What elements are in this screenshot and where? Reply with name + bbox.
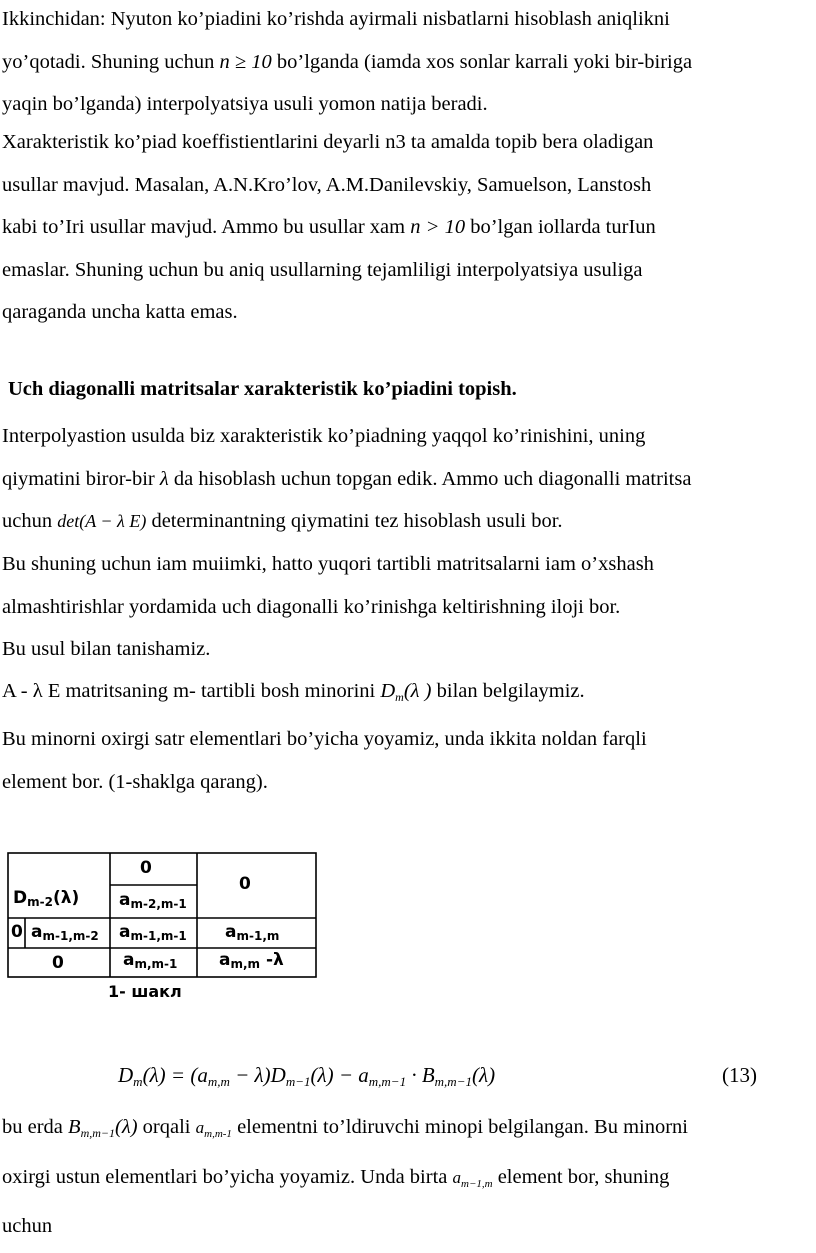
text-line: Bu usul bilan tanishamiz. bbox=[2, 638, 211, 660]
cell-a-m1-m: $a_{m-1,m}$ bbox=[225, 922, 280, 943]
text-line: elementni to’ldiruvchi minopi belgilangan. Bu minorni bbox=[231, 1116, 688, 1138]
cell-a-m1-m1: $a_{m-1,m-1}$ bbox=[119, 922, 187, 943]
text-line: Ikkinchidan: Nyuton ko’piadini ko’rishda ayirmali nisbatlarni hisoblash aniqlikni bbox=[2, 8, 670, 30]
zero-top: 0 bbox=[140, 858, 152, 878]
equation-13: $D_m(\lambda) = (a_{m,m} - \lambda)D_{m-1}(\lambda) - a_{m,m-1} \cdot B_{m,m-1}(\lambda)$ bbox=[118, 1063, 496, 1089]
inline-math-a: $a_{m-1,m}$ bbox=[452, 1167, 493, 1190]
text-line: oxirgi ustun elementlari bo’yicha yoyamiz. Unda birta bbox=[2, 1165, 453, 1188]
zero-right: 0 bbox=[239, 874, 251, 894]
text-line: uchun bbox=[2, 1215, 53, 1237]
cell-a-m-m: $a_{m,m}$ -λ bbox=[219, 950, 284, 971]
paragraph-minor-definition bbox=[2, 680, 585, 705]
inline-math-b: $B_{m,m-1}(\lambda)$ bbox=[68, 1116, 138, 1140]
text-line: da hisoblash uchun topgan edik. Ammo uch diagonalli matritsa bbox=[168, 467, 692, 490]
section-heading: Uch diagonalli matritsalar xarakteristik ko’piadini topish. bbox=[8, 378, 517, 400]
text-line: bo’lgan iollarda turIun bbox=[465, 216, 656, 238]
zero-left: 0 bbox=[11, 922, 23, 942]
inline-math-lambda: λ bbox=[159, 467, 169, 490]
paragraph-interpolation bbox=[2, 415, 814, 543]
inline-math: A - λ E bbox=[2, 680, 61, 702]
text-line: qaraganda uncha katta emas. bbox=[2, 301, 238, 323]
inline-math: (λ ) bbox=[403, 680, 432, 702]
text-line: usullar mavjud. Masalan, A.N.Kro’lov, A.M.Danilevskiy, Samuelson, Lanstosh bbox=[2, 173, 652, 196]
text-line: element bor, shuning bbox=[492, 1165, 670, 1188]
text-line: orqali bbox=[137, 1116, 196, 1138]
paragraph-transformations bbox=[2, 543, 814, 671]
inline-math: n > 10 bbox=[410, 216, 466, 238]
text-line: bu erda bbox=[2, 1116, 69, 1138]
figure-caption: 1- шакл bbox=[108, 982, 182, 1001]
text-line: determinantning qiymatini tez hisoblash usuli bor. bbox=[146, 510, 563, 532]
text-line: matritsaning m- tartibli bosh minorini bbox=[60, 680, 381, 702]
paragraph-methods bbox=[2, 121, 814, 334]
zero-bottom: 0 bbox=[52, 953, 64, 973]
text-line: kabi to’Iri usullar mavjud. Ammo bu usullar xam bbox=[2, 216, 411, 238]
text-line: Bu minorni oxirgi satr elementlari bo’yicha yoyamiz, unda ikkita noldan farqli bbox=[2, 728, 647, 750]
inline-math-a: $a_{m,m-1}$ bbox=[195, 1118, 232, 1140]
text-line: bo’lganda (iamda xos sonlar karrali yoki bir-biriga bbox=[271, 50, 693, 73]
text-line: Xarakteristik ko’piad koeffistientlarini deyarli n3 ta amalda topib bera oladigan bbox=[2, 131, 654, 153]
paragraph-expansion bbox=[2, 718, 814, 803]
subscript: m bbox=[395, 690, 404, 704]
paragraph-complementary-minor bbox=[2, 1106, 814, 1248]
inline-math-det: det(A − λ E) bbox=[57, 511, 147, 531]
inline-math: n ≥ 10 bbox=[219, 50, 272, 73]
text-line: almashtirishlar yordamida uch diagonalli ko’rinishga keltirishning iloji bor. bbox=[2, 595, 621, 618]
text-line: Interpolyastion usulda biz xarakteristik ko’piadning yaqqol ko’rinishini, uning bbox=[2, 425, 646, 447]
minor-label: $D_{m-2}(\lambda)$ bbox=[13, 888, 80, 909]
text-line: Bu shuning uchun iam muiimki, hatto yuqori tartibli matritsalarni iam o’xshash bbox=[2, 553, 654, 575]
cell-a-m2-m1: $a_{m-2,m-1}$ bbox=[119, 890, 187, 911]
text-line: yo’qotadi. Shuning uchun bbox=[2, 50, 220, 73]
inline-math-d: D bbox=[380, 680, 396, 702]
text-line: yaqin bo’lganda) interpolyatsiya usuli yomon natija beradi. bbox=[2, 93, 488, 115]
equation-number: (13) bbox=[722, 1063, 757, 1087]
matrix-figure bbox=[7, 852, 317, 978]
text-line: emaslar. Shuning uchun bu aniq usullarning tejamliligi interpolyatsiya usuliga bbox=[2, 258, 643, 281]
cell-a-m-m1: $a_{m,m-1}$ bbox=[123, 950, 178, 971]
text-line: bilan belgilaymiz. bbox=[431, 680, 585, 702]
text-line: qiymatini biror-bir bbox=[2, 467, 160, 490]
paragraph-newton-accuracy bbox=[2, 0, 814, 126]
text-line: element bor. (1-shaklga qarang). bbox=[2, 770, 268, 793]
cell-a-m1-m2: $a_{m-1,m-2}$ bbox=[31, 922, 99, 943]
text-line: uchun bbox=[2, 510, 58, 532]
